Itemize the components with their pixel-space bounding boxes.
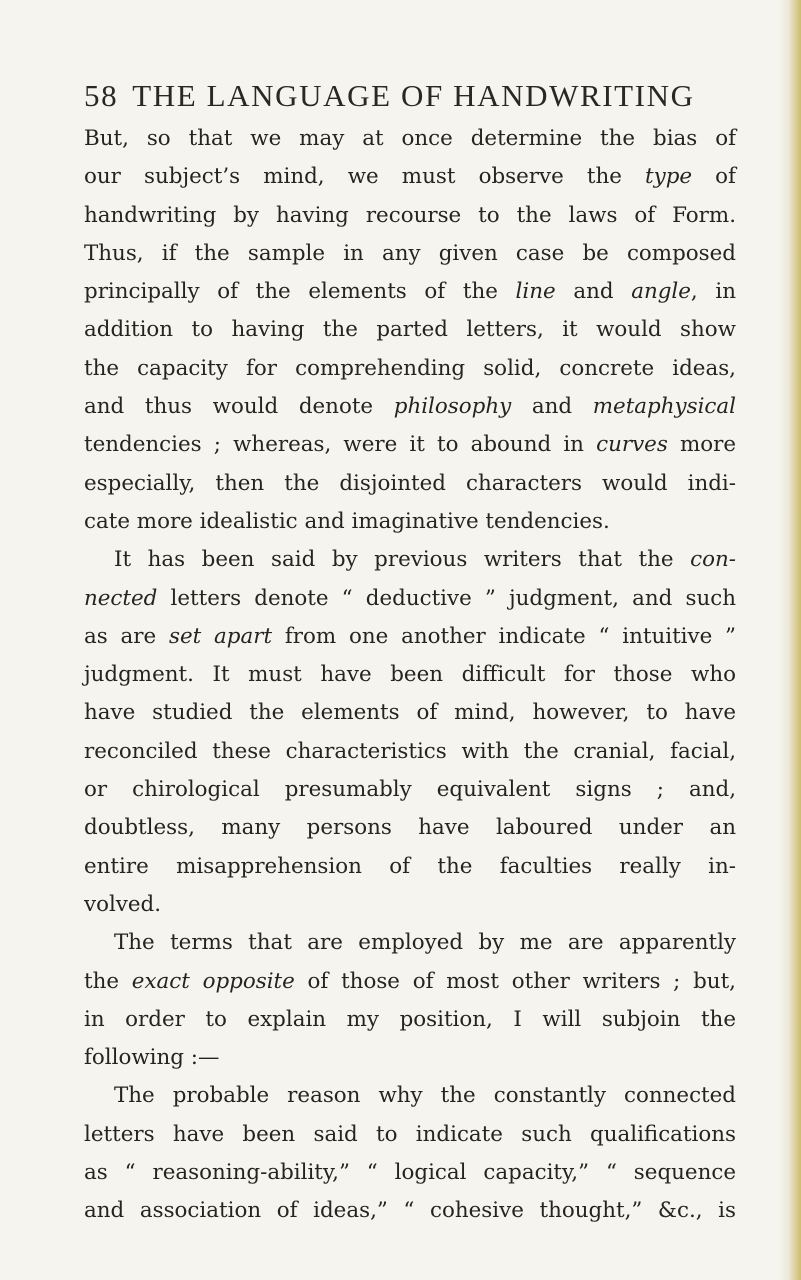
text-line [84,924,736,962]
text-line [84,311,736,349]
text-line [84,158,736,196]
text-run: and association of ideas,” “ cohesive thought,” &c., is [84,1198,736,1224]
text-line [84,1077,736,1115]
text-line [84,656,736,694]
text-line [84,1001,736,1039]
italic-run: metaphysical [592,394,736,420]
text-run: following :— [84,1045,220,1071]
text-line [84,1192,736,1230]
text-line [84,503,736,541]
text-line [84,694,736,732]
text-run: have studied the elements of mind, however, to have [84,700,736,726]
italic-run: exact opposite [131,968,295,994]
text-run: the capacity for comprehending solid, concrete ideas, [84,355,736,381]
italic-run: angle [631,279,691,305]
text-run: letters have been said to indicate such qualifications [84,1121,736,1147]
italic-run: nected [84,585,158,611]
running-header [84,78,724,114]
text-run: and [555,279,632,305]
text-run: the [84,968,132,994]
text-line [84,197,736,235]
text-run: as “ reasoning-ability,” “ logical capacity,” “ sequence [84,1160,736,1186]
text-run: The terms that are employed by me are apparently [114,930,736,956]
text-run: reconciled these characteristics with the cranial, facial, [84,738,736,764]
text-line [84,350,736,388]
text-run: But, so that we may at once determine the bias of [84,126,736,151]
text-line [84,235,736,273]
text-line [84,1039,736,1077]
text-run: more [667,432,736,458]
text-run: , in [690,279,736,305]
text-line [84,541,736,579]
text-run: from one another indicate “ intuitive ” [272,623,736,649]
text-line [84,733,736,771]
text-line [84,771,736,809]
text-line [84,120,736,158]
text-line [84,618,736,656]
text-line [84,273,736,311]
italic-run: con- [690,547,736,573]
text-run: especially, then the disjointed characters would indi- [84,470,736,496]
running-title: THE LANGUAGE OF HANDWRITING [132,78,695,113]
text-run: our subject’s mind, we must observe the [84,164,646,190]
text-run: and [511,394,593,420]
text-run: judgment. It must have been difficult for those who [84,662,736,688]
text-run: as are [84,623,169,649]
text-run: cate more idealistic and imaginative tendencies. [84,508,610,534]
text-run: addition to having the parted letters, it would show [84,317,736,343]
text-run: of those of most other writers ; but, [294,968,736,994]
italic-run: set apart [168,623,273,649]
text-line [84,465,736,503]
text-run: handwriting by having recourse to the laws of Form. [84,202,736,228]
text-line [84,580,736,618]
text-run: tendencies ; whereas, were it to abound in [84,432,597,458]
text-run: doubtless, many persons have laboured under an [84,815,736,841]
text-run: in order to explain my position, I will subjoin the [84,1006,736,1032]
text-line [84,848,736,886]
text-run: letters denote “ deductive ” judgment, and such [157,585,736,611]
page-edge-shadow [779,0,801,1280]
italic-run: curves [596,432,668,458]
text-line [84,388,736,426]
page-number: 58 [84,78,119,113]
text-run: It has been said by previous writers that the [114,547,691,573]
text-line [84,963,736,1001]
italic-run: philosophy [393,394,512,420]
text-run: principally of the elements of the [84,279,516,305]
text-run: volved. [84,891,162,917]
text-run: and thus would denote [84,394,394,420]
text-run: of [692,164,736,190]
text-line [84,886,736,924]
text-line [84,426,736,464]
italic-run: type [645,164,693,190]
text-line [84,809,736,847]
text-run: Thus, if the sample in any given case be composed [84,240,736,266]
text-run: entire misapprehension of the faculties really in- [84,853,736,879]
text-line [84,1154,736,1192]
italic-run: line [515,279,556,305]
text-line [84,1116,736,1154]
body-text [84,120,736,1231]
text-run: or chirological presumably equivalent signs ; and, [84,777,736,803]
text-run: The probable reason why the constantly connected [114,1083,736,1109]
